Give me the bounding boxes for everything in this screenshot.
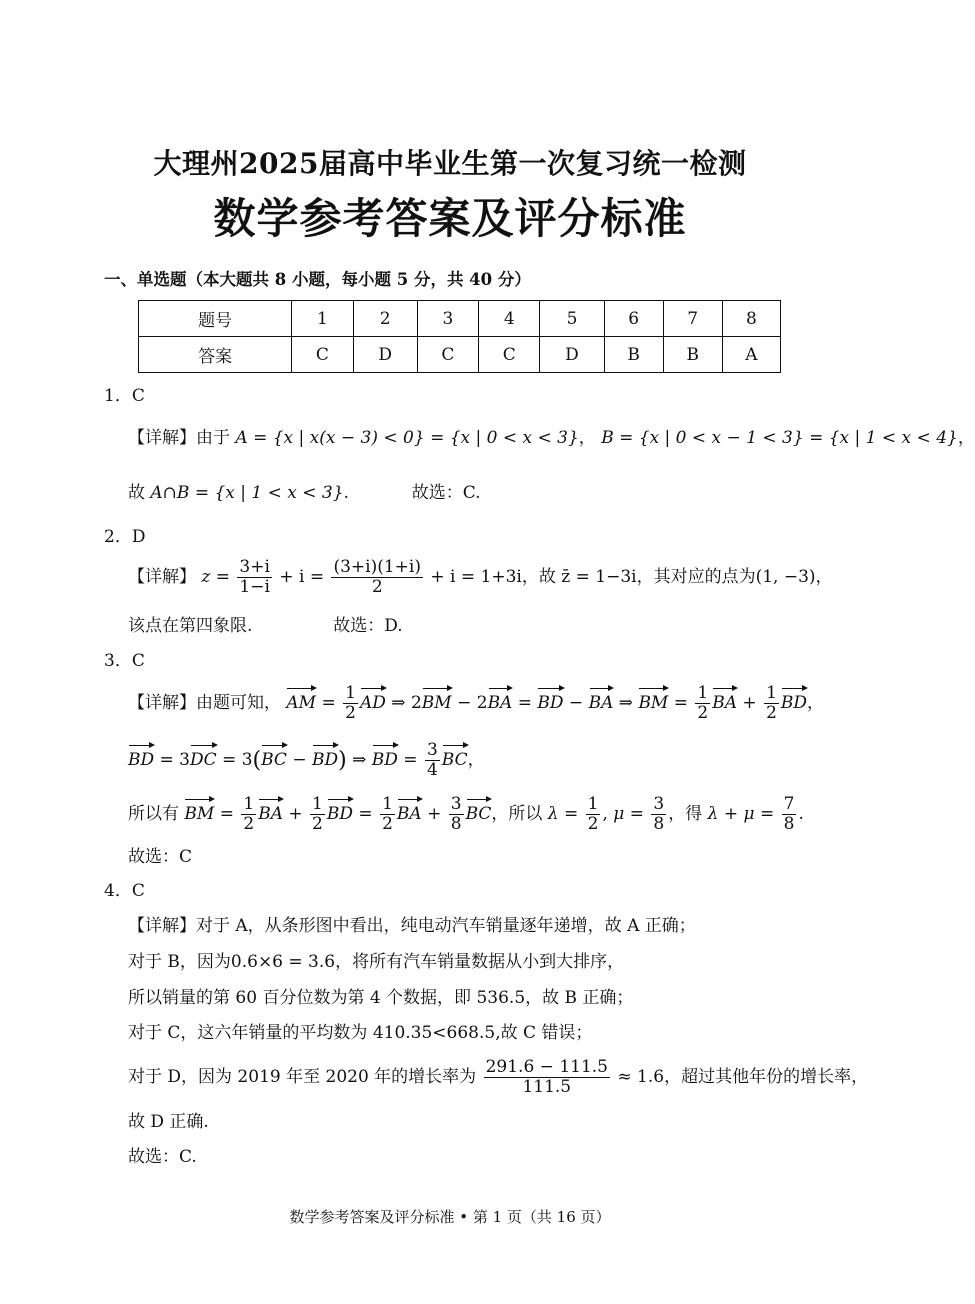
denominator: 111.5 xyxy=(522,1077,572,1097)
answer-table xyxy=(138,300,781,373)
z-result: + i = 1+3i xyxy=(430,567,522,587)
so-text: 所以有 xyxy=(128,804,179,824)
table-cell: A xyxy=(722,337,780,373)
question-1-answer: 1．C xyxy=(104,386,145,406)
set-a-expression: A = {x | x(x − 3) < 0} = {x | 0 < x < 3} xyxy=(235,428,579,448)
choice-text: 故选：C. xyxy=(411,483,481,503)
choice-text: 故选：D. xyxy=(333,616,403,636)
denominator: 1−i xyxy=(239,577,270,597)
q4-line-3: 所以销量的第 60 百分位数为第 4 个数据，即 536.5，故 B 正确； xyxy=(128,988,634,1008)
question-2-answer: 2．D xyxy=(104,527,146,547)
text: ，将所有汽车销量数据从小到大排序， xyxy=(335,952,625,972)
table-cell: 3 xyxy=(417,301,478,337)
plus-i: + i = xyxy=(279,567,325,587)
table-header-cell: 题号 xyxy=(139,301,292,337)
table-cell: D xyxy=(540,337,604,373)
math-expression: 0.6×6 = 3.6 xyxy=(230,952,336,972)
q1-conclusion-line xyxy=(128,481,481,505)
get-text: ，得 xyxy=(668,804,703,824)
conjugate-text: ，故 z̄ = 1−3i xyxy=(521,567,637,587)
intersection-expression: A∩B = {x | 1 < x < 3}. xyxy=(150,483,349,503)
table-cell: 4 xyxy=(479,301,540,337)
question-3-answer: 3．C xyxy=(104,651,145,671)
conclusion-prefix: 故 xyxy=(128,483,145,503)
q4-line-1: 【详解】对于 A，从条形图中看出，纯电动汽车销量逐年递增，故 A 正确； xyxy=(128,916,696,936)
page-footer: 数学参考答案及评分标准 • 第 1 页（共 16 页） xyxy=(289,1208,611,1226)
table-header-cell: 答案 xyxy=(139,337,292,373)
section-heading: 一、单选题（本大题共 8 小题，每小题 5 分，共 40 分） xyxy=(104,270,531,289)
so-text-2: ，所以 xyxy=(491,804,543,824)
numerator: (3+i)(1+i) xyxy=(333,557,421,577)
point-text: ，其对应的点为(1, −3)， xyxy=(636,567,833,587)
table-cell: 1 xyxy=(292,301,353,337)
q2-detail-line xyxy=(128,558,833,597)
q4-line-4: 对于 C，这六年销量的平均数为 410.35<668.5,故 C 错误； xyxy=(128,1023,593,1043)
table-cell: B xyxy=(663,337,722,373)
numerator: 291.6 − 111.5 xyxy=(485,1057,608,1077)
detail-label: 【详解】由题可知， xyxy=(128,693,281,713)
text: 对于 D，因为 2019 年至 2020 年的增长率为 xyxy=(128,1067,477,1087)
z-lhs: z = xyxy=(201,567,231,587)
text: 对于 B，因为 xyxy=(128,952,231,972)
denominator: 2 xyxy=(371,577,383,597)
table-cell: 6 xyxy=(604,301,663,337)
set-b-expression: B = {x | 0 < x − 1 < 3} = {x | 1 < x < 4} xyxy=(601,428,958,448)
q4-line-2 xyxy=(128,950,624,974)
table-cell: 5 xyxy=(540,301,604,337)
separator: ， xyxy=(578,428,596,448)
table-cell: C xyxy=(479,337,540,373)
separator: ， xyxy=(957,428,975,448)
detail-label: 【详解】由于 xyxy=(128,428,230,448)
table-cell: D xyxy=(353,337,417,373)
table-cell: C xyxy=(417,337,478,373)
question-4-answer: 4．C xyxy=(104,881,145,901)
table-row xyxy=(139,337,781,373)
document-title: 数学参考答案及评分标准 xyxy=(213,194,687,243)
numerator: 3+i xyxy=(239,557,270,577)
table-cell: 2 xyxy=(353,301,417,337)
fraction xyxy=(331,558,423,597)
exam-title: 大理州2025届高中毕业生第一次复习统一检测 xyxy=(153,147,747,180)
fraction xyxy=(237,558,272,597)
table-row xyxy=(139,301,781,337)
q4-line-5 xyxy=(128,1058,868,1097)
table-cell: C xyxy=(292,337,353,373)
table-cell: 8 xyxy=(722,301,780,337)
q4-choice: 故选：C. xyxy=(128,1147,197,1167)
q2-conclusion-line xyxy=(128,614,403,638)
quadrant-text: 该点在第四象限. xyxy=(128,616,253,636)
table-cell: B xyxy=(604,337,663,373)
q1-detail-line xyxy=(128,426,975,450)
fraction xyxy=(484,1058,610,1097)
q3-line-3: 所以有 BM = $\frac{1}{2}$ BA + $\frac{1}{2}$ BD = $\frac{1}{2}$ BA + $\frac{3}{8}$ BC，所以 λ = $\frac{1}{2}$ , μ = $\frac{3}{8}$ ，得 λ + μ = $\frac{7}{8}$ . xyxy=(128,794,804,834)
table-cell: 7 xyxy=(663,301,722,337)
q3-choice: 故选：C xyxy=(128,847,193,867)
q4-line-6: 故 D 正确. xyxy=(128,1112,209,1132)
text: ≈ 1.6，超过其他年份的增长率， xyxy=(617,1067,869,1087)
q3-line-2: BD = 3DC = 3(BC − BD) ⇒ BD = $\frac{3}{4}$ BC， xyxy=(128,740,485,780)
q3-line-1: 【详解】由题可知， AM = $\frac{1}{2}$ AD ⇒ 2BM − 2BA = BD − BA ⇒ BM = $\frac{1}{2}$ BA + $\frac{1}{2}$ BD， xyxy=(128,683,825,723)
detail-label: 【详解】 xyxy=(128,567,196,587)
